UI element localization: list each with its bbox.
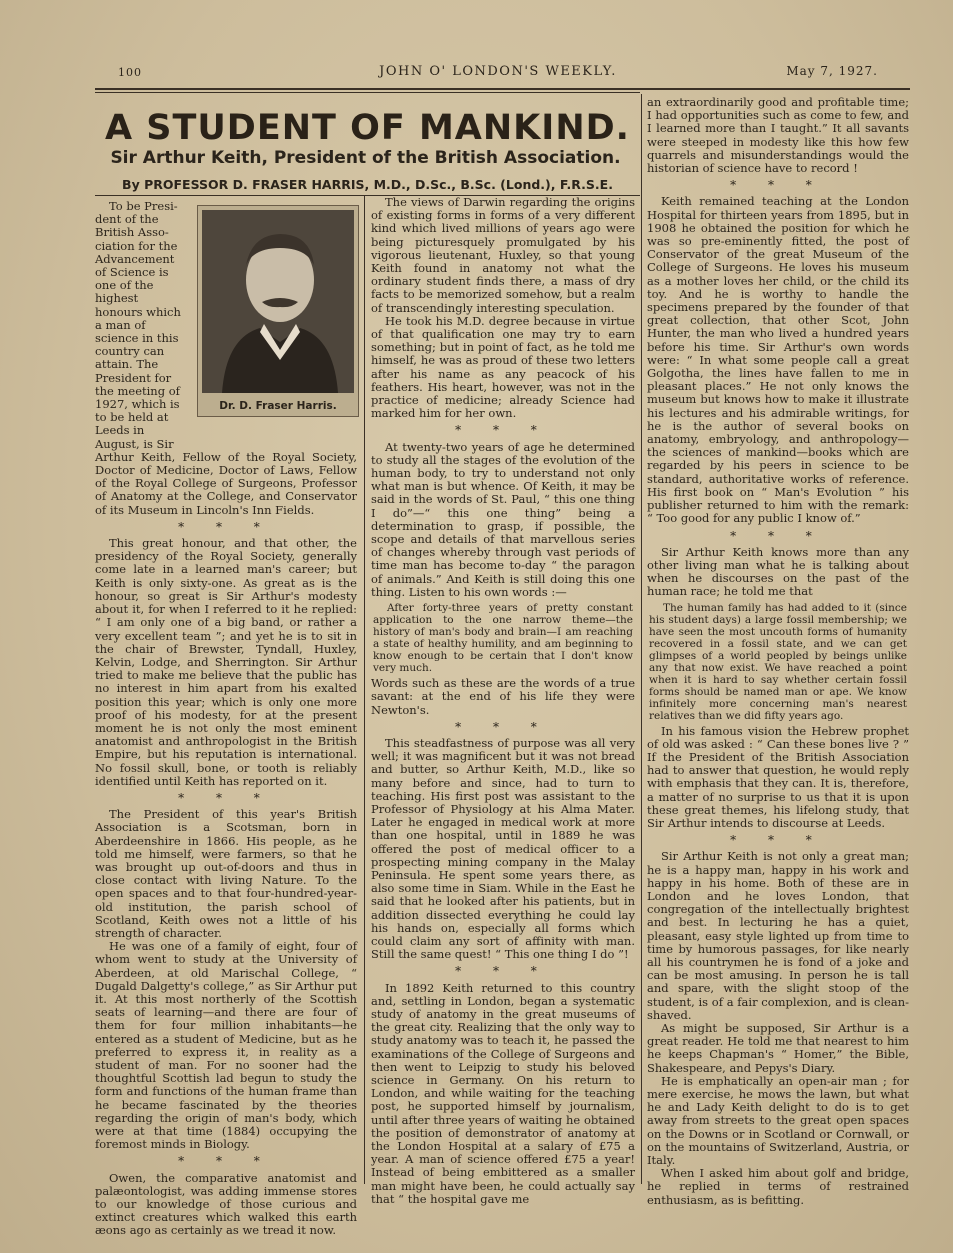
publication-title: JOHN O' LONDON'S WEEKLY. <box>379 64 617 79</box>
paragraph: He is emphatically an open-air man ; for mere exercise, he mows the lawn, but what he and Lady Keith delight to do is to get away from streets to the great open spaces on the Downs or in Scotland or Cornwall, or on the mountains of Switzerland, Austria, or Italy. <box>647 1073 909 1168</box>
section-separator: * * * <box>455 423 551 438</box>
text-line: one of the <box>95 278 154 293</box>
article-column-1 <box>95 200 357 1238</box>
section-separator: * * * <box>730 178 826 193</box>
block-quote: The human family has had added to it (since his student days) a large fossil membership; we have seen the most uncouth forms of humanity recovered in a fossil state, and we can get glimpses of a world peopled by beings unlike any that now exist. We have reached a point when it is hard to say whether certain fossil forms should be named man or ape. We know infinitely more concerning man's nearest relatives than we did fifty years ago. <box>649 601 907 722</box>
text-line: attain. The <box>95 357 159 372</box>
paragraph: Sir Arthur Keith is not only a great man; he is a happy man, happy in his work and happy in his home. Both of these are in London and he loves London, that congregation of the intellectually brightest and best. In lecturing he has a quiet, pleasant, easy style lighted up from time to time by humorous passages, for like nearly all his countrymen he is fond of a joke and can be most amusing. In person he is tall and spare, with the slight stoop of the student, is of a fair complexion, and is clean-shaved. <box>647 849 909 1022</box>
section-separator: * * * <box>178 1154 274 1169</box>
paragraph: an extraordinarily good and profitable time; I had opportunities such as come to few, and I learned more than I taught.” It all savants were steeped in modesty like this how few quarrels and misunderstandings would the historian of science have to record ! <box>647 95 909 176</box>
paragraph: The views of Darwin regarding the origins of existing forms in forms of a very different kind which lived millions of years ago were being picturesquely promulgated by his vigorous lieutenant, Huxley, so that young Keith found in anatomy not what the ordinary student finds there, a mass of dry facts to be memorized somehow, but a realm of transcendingly interesting speculation. <box>371 195 635 315</box>
text-line: science in this <box>95 331 179 346</box>
text-line: a man of <box>95 317 146 332</box>
paragraph: When I asked him about golf and bridge, he replied in terms of restrained enthusiasm, as is befitting. <box>647 1166 909 1207</box>
paragraph: The President of this year's British Association is a Scotsman, born in Aberdeenshire in 1866. His people, as he told me himself, were farmers, so that he was brought up out-of-doors and thus in close contact with living Nature. To the open spaces and to that four-hundred-year-old institution, the parish school of Scotland, Keith owes not a little of his strength of character. <box>95 807 357 940</box>
paragraph: He was one of a family of eight, four of whom went to study at the University of Aberdeen, at old Marischal College, “ Dugald Dalgetty's college,” as Sir Arthur put it. At this most northerly of the Scottish seats of learning—and there are four of them for four million inhabitants—he entered as a student of Medicine, but as he preferred to express it, in reality as a student of man. For no sooner had the thoughtful Scottish lad begun to study the form and functions of the human frame than he became fascinated by the theories regarding the origin of man's body, which were at that time (1884) occupying the foremost minds in Biology. <box>95 939 357 1152</box>
article-column-3 <box>647 96 909 1207</box>
page-header <box>118 62 878 82</box>
section-separator: * * * <box>455 964 551 979</box>
text-line: ciation for the <box>95 238 178 253</box>
text-line: highest <box>95 291 139 306</box>
text-line: President for <box>95 370 172 385</box>
paragraph: As might be supposed, Sir Arthur is a great reader. He told me that nearest to him he keeps Chapman's “ Homer,” the Bible, Shakespeare, and Pepys's Diary. <box>647 1020 909 1075</box>
block-quote: After forty-three years of pretty constant application to the one narrow theme—the history of man's body and brain—I am reaching a state of healthy humility, and am beginning to know enough to be certain that I don't know very much. <box>373 602 633 675</box>
paragraph: In 1892 Keith returned to this country and, settling in London, began a systematic study of anatomy in the great museums of the great city. Realizing that the only way to study anatomy was to teach it, he passed the examinations of the College of Surgeons and then went to Leipzig to study his beloved science in Germany. On his return to London, and while waiting for the teaching post, he supported himself by journalism, until after three years of waiting he obtained the position of demonstrator of anatomy at the London Hospital at a salary of £75 a year. A man of science offered £75 a year! Instead of being embittered as a smaller man might have been, he could actually say that “ the hospital gave me <box>371 980 635 1206</box>
text-line: dent of the <box>95 212 159 227</box>
text-line: honours which <box>95 304 181 319</box>
paragraph: Arthur Keith, Fellow of the Royal Society, Doctor of Medicine, Doctor of Laws, Fellow of the Royal College of Surgeons, Professor of Anatomy at the College, and Conservator of its Museum in Lincoln's Inn Fields. <box>95 449 357 517</box>
text-line: of Science is <box>95 265 169 280</box>
paragraph: Words such as these are the words of a true savant: at the end of his life they were Newton's. <box>371 676 635 717</box>
section-separator: * * * <box>730 833 826 848</box>
text-line: British Asso- <box>95 225 169 240</box>
header-rule-thick <box>95 88 910 90</box>
text-line: To be Presi- <box>109 199 178 213</box>
article-title: A STUDENT OF MANKIND. <box>105 108 630 148</box>
section-separator: * * * <box>455 719 551 734</box>
text-line: 1927, which is <box>95 397 180 412</box>
article-column-2 <box>371 196 635 1206</box>
paragraph: This steadfastness of purpose was all very well; it was magnificent but it was not bread and butter, so Arthur Keith, M.D., like so many before and since, had to turn to teaching. His first post was assistant to the Professor of Physiology at his Alma Mater. Later he engaged in medical work at more than one hospital, until in 1889 he was offered the post of medical officer to a prospecting mining company in the Malay Peninsula. He spent some years there, as also some time in Siam. While in the East he said that he looked after his patients, but in addition dissected everything he could lay his hands on, especially all forms which could claim any sort of affinity with man. Still the same quest! “ This one thing I do ”! <box>371 735 635 962</box>
column-rule-right <box>641 94 642 1184</box>
issue-date: May 7, 1927. <box>786 64 878 78</box>
paragraph: Sir Arthur Keith knows more than any other living man what he is talking about when he discourses on the past of the human race; he told me that <box>647 544 909 599</box>
paragraph: He took his M.D. degree because in virtue of that qualification one may try to earn something; but in point of fact, as he told me himself, he was as proud of these two letters after his name as any peacock of his feathers. His heart, however, was not in the practice of medicine; already Science had marked him for her own. <box>371 313 635 421</box>
text-line: the meeting of <box>95 383 180 398</box>
dropcap-wrap-lines <box>95 200 195 451</box>
article-byline: By PROFESSOR D. FRASER HARRIS, M.D., D.Sc., B.Sc. (Lond.), F.R.S.E. <box>122 177 613 192</box>
paragraph: Keith remained teaching at the London Hospital for thirteen years from 1895, but in 1908 he obtained the position for which he was so pre-eminently fitted, the post of Conservator of the great Museum of the College of Surgeons. He loves his museum as a mother loves her child, or the child its toy. And he is worthy to handle the specimens prepared by the founder of that great collection, that other Scot, John Hunter, the man who lived a hundred years before his time. Sir Arthur's own words were: “ In what some people call a great Golgotha, the lines have fallen to me in pleasant places.” He not only knows the museum but knows how to make it illustrate his lectures and his admirable writings, for he is the author of several books on anatomy, embryology, and anthropology—the sciences of mankind—books which are regarded by his peers in science to be standard, authoritative works of reference. His first book on “ Man's Evolution ” his publisher returned to him with the remark: “ Too good for any public I know of.” <box>647 194 909 526</box>
photo-caption: Dr. D. Fraser Harris. <box>219 400 337 412</box>
text-line: to be held at <box>95 410 169 425</box>
column-rule-middle <box>364 196 365 1184</box>
section-separator: * * * <box>178 519 274 534</box>
article-subtitle: Sir Arthur Keith, President of the British Association. <box>110 148 621 168</box>
paragraph: In his famous vision the Hebrew prophet of old was asked : “ Can these bones live ? ” If the President of the British Association had to answer that question, he would reply with emphasis that they can. It is, therefore, a matter of no surprise to us that it is upon these great themes, his lifelong study, that Sir Arthur intends to discourse at Leeds. <box>647 723 909 830</box>
text-line: Leeds in <box>95 423 145 438</box>
paragraph: At twenty-two years of age he determined to study all the stages of the evolution of the human body, to try to understand not only what man is but whence. Of Keith, it may be said in the words of St. Paul, “ this one thing I do”—“ this one thing” being a determination to grasp, if possible, the scope and details of that marvellous series of changes whereby through vast periods of time man has become to-day “ the paragon of animals.” And Keith is still doing this one thing. Listen to his own words :— <box>371 439 635 599</box>
section-separator: * * * <box>730 528 826 543</box>
header-rule-thin <box>95 92 640 93</box>
page-number: 100 <box>118 66 142 79</box>
text-line: country can <box>95 344 165 359</box>
text-line: Advancement <box>95 251 175 266</box>
paragraph: This great honour, and that other, the presidency of the Royal Society, generally come late in a learned man's career; but Keith is only sixty-one. As great as is the honour, so great is Sir Arthur's modesty about it, for when I referred to it he replied: “ I am only one of a big band, or rather a very excellent team ”; and yet he is to sit in the chair of Brewster, Tyndall, Huxley, Kelvin, Lodge, and Sherrington. Sir Arthur tried to make me believe that the public has no interest in him apart from his exalted position this year; which is only one more proof of his modesty, for at the present moment he is not only the most eminent anatomist and anthropologist in the British Empire, but his reputation is international. No fossil skull, bone, or tooth is reliably identified until Keith has reported on it. <box>95 536 357 788</box>
paragraph: Owen, the comparative anatomist and palæontologist, was adding immense stores to our knowledge of those curious and extinct creatures which walked this earth æons ago as certainly as we tread it now. <box>95 1170 357 1238</box>
text-line: August, is Sir <box>95 436 174 451</box>
section-separator: * * * <box>178 790 274 805</box>
